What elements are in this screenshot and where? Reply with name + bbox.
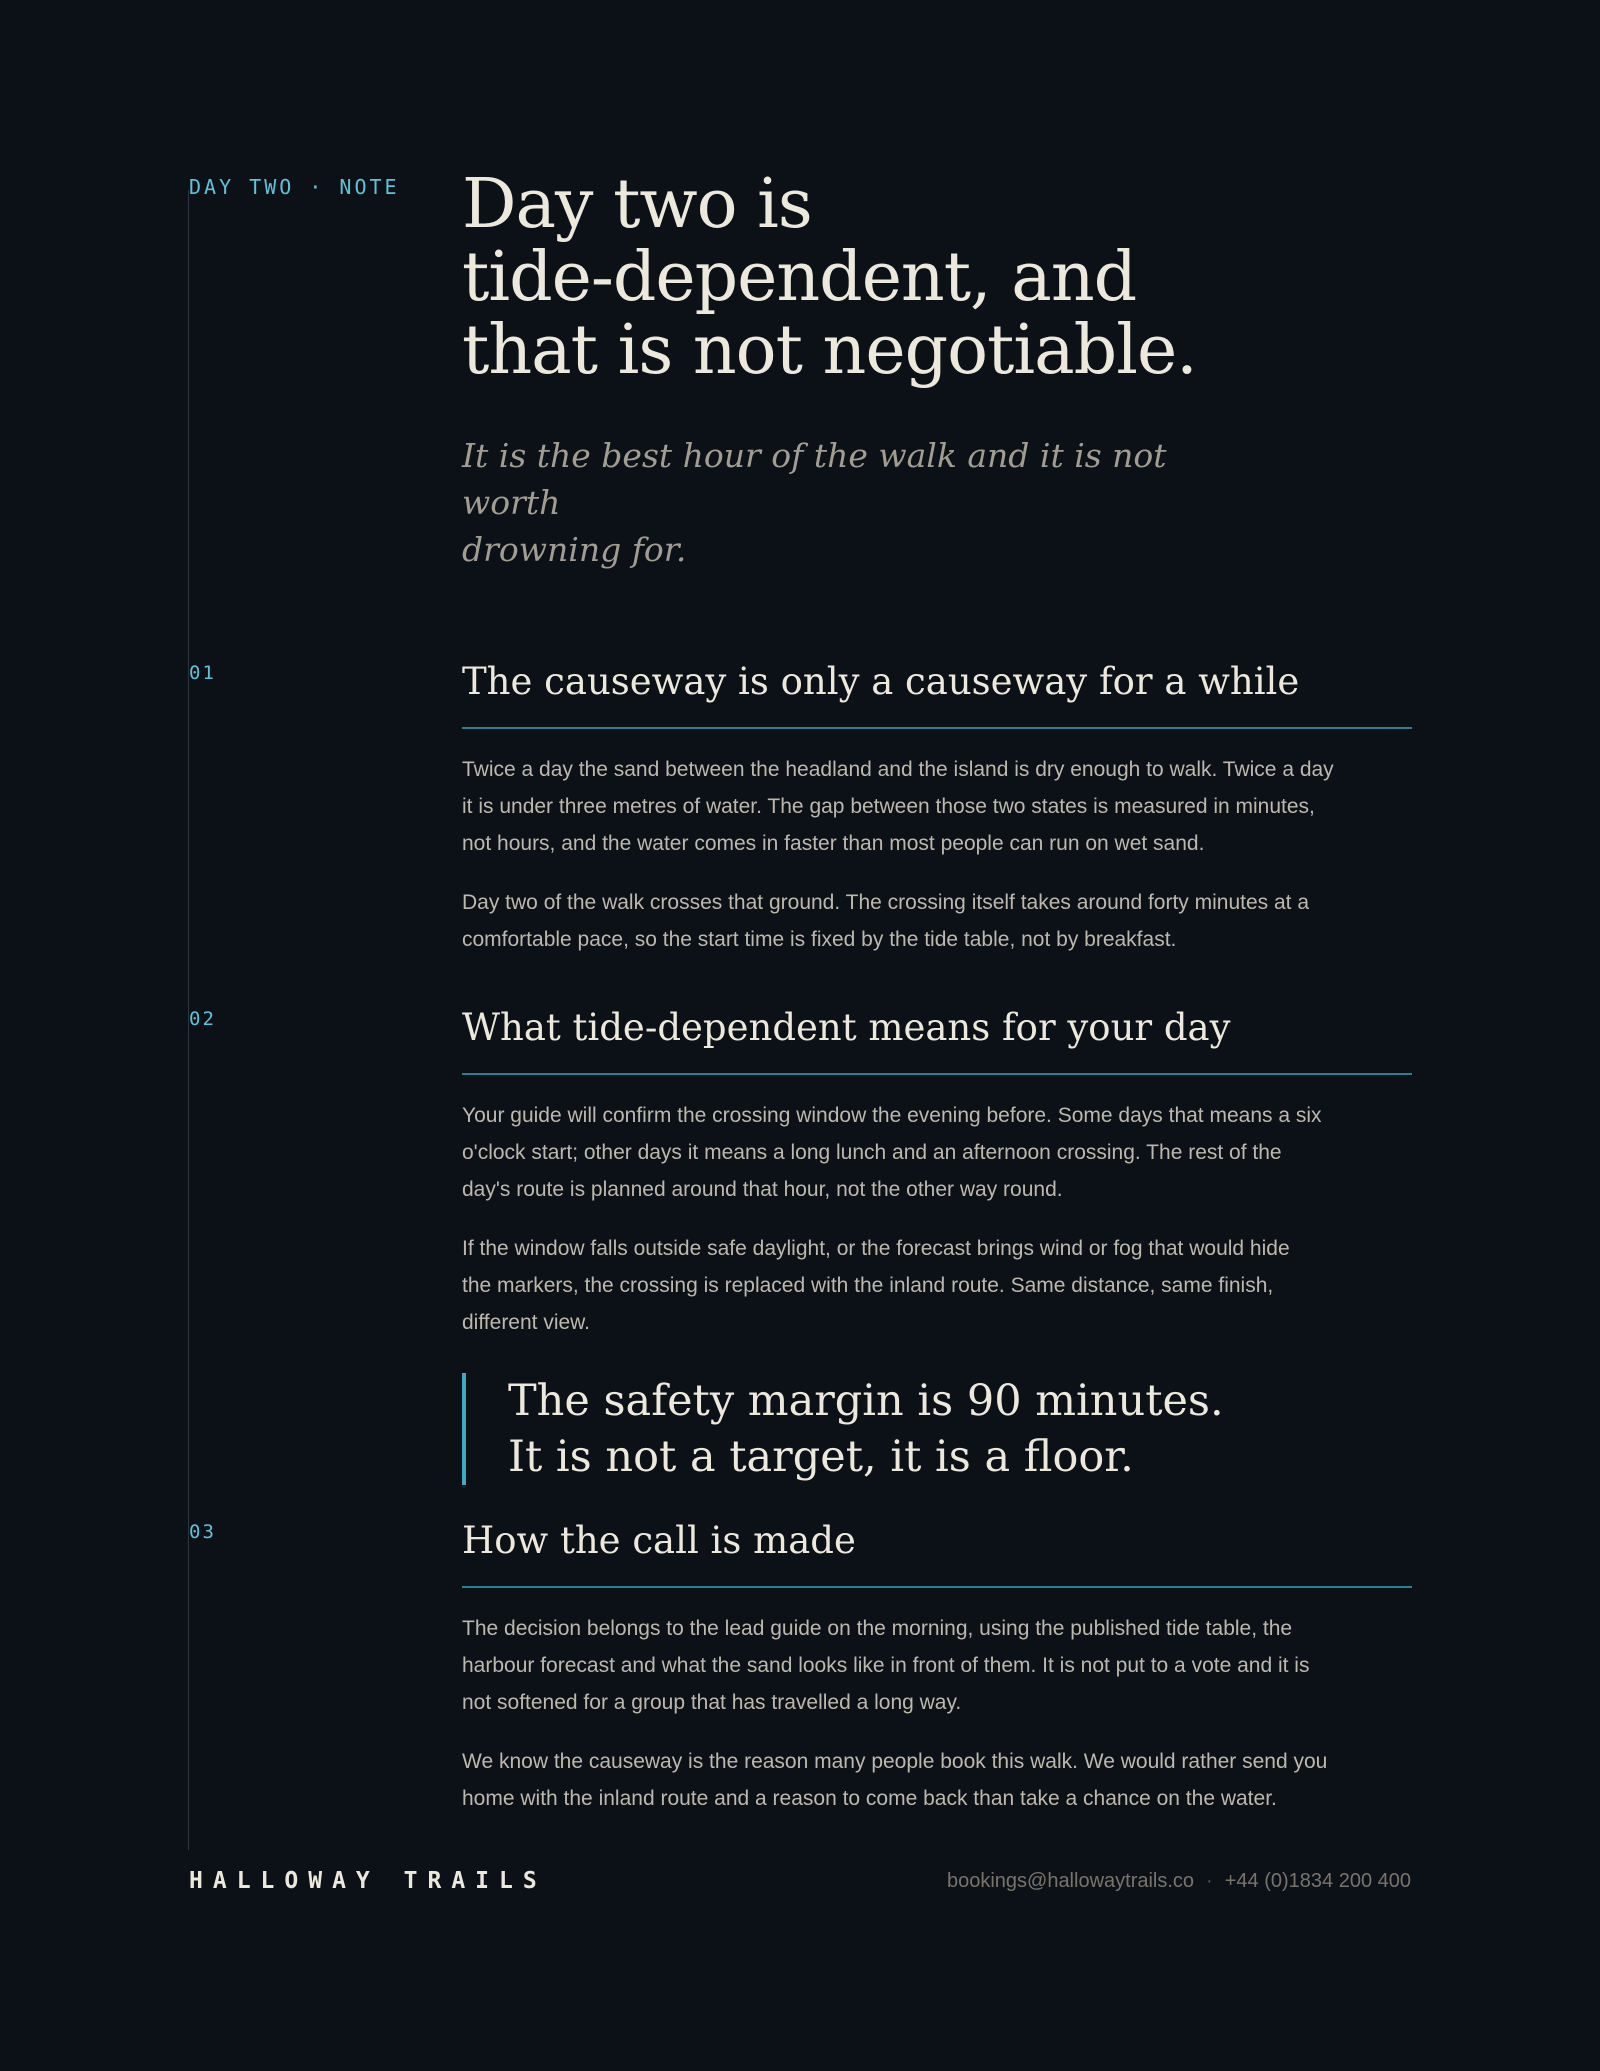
pull-quote-line: The safety margin is 90 minutes. bbox=[508, 1376, 1224, 1426]
body-paragraph bbox=[462, 884, 1412, 958]
standfirst bbox=[462, 432, 1252, 573]
paragraph-line: not hours, and the water comes in faster than most people can run on wet sand. bbox=[462, 832, 1205, 855]
section-divider bbox=[462, 1586, 1412, 1588]
paragraph-line: o'clock start; other days it means a long lunch and an afternoon crossing. The rest of the bbox=[462, 1141, 1282, 1164]
paragraph-line: harbour forecast and what the sand looks like in front of them. It is not put to a vote and it is bbox=[462, 1654, 1310, 1677]
paragraph-line: If the window falls outside safe daylight, or the forecast brings wind or fog that would hide bbox=[462, 1237, 1290, 1260]
paragraph-line: Twice a day the sand between the headland and the island is dry enough to walk. Twice a day bbox=[462, 758, 1334, 781]
section-number: 03 bbox=[189, 1521, 216, 1543]
eyebrow-label: DAY TWO · NOTE bbox=[189, 175, 400, 199]
paragraph-line: We know the causeway is the reason many people book this walk. We would rather send you bbox=[462, 1750, 1328, 1773]
section-number: 02 bbox=[189, 1008, 216, 1030]
paragraph-line: comfortable pace, so the start time is fixed by the tide table, not by breakfast. bbox=[462, 928, 1177, 951]
headline-line: Day two is bbox=[462, 165, 812, 244]
paragraph-line: Day two of the walk crosses that ground. The crossing itself takes around forty minutes at a bbox=[462, 891, 1310, 914]
body-paragraph bbox=[462, 751, 1412, 862]
body-paragraph bbox=[462, 1610, 1412, 1721]
brand-wordmark: HALLOWAY TRAILS bbox=[189, 1868, 547, 1894]
standfirst-line: It is the best hour of the walk and it is not worth bbox=[462, 436, 1167, 522]
contact-separator: · bbox=[1206, 1870, 1213, 1892]
section-title: What tide-dependent means for your day bbox=[462, 1006, 1231, 1049]
section-number: 01 bbox=[189, 662, 216, 684]
paragraph-line: not softened for a group that has travelled a long way. bbox=[462, 1691, 962, 1714]
headline-line: that is not negotiable. bbox=[462, 311, 1197, 390]
phone-link[interactable]: +44 (0)1834 200 400 bbox=[1224, 1870, 1411, 1892]
section-title: How the call is made bbox=[462, 1519, 856, 1562]
paragraph-line: the markers, the crossing is replaced with the inland route. Same distance, same finish, bbox=[462, 1274, 1274, 1297]
paragraph-line: day's route is planned around that hour, not the other way round. bbox=[462, 1178, 1063, 1201]
headline-line: tide-dependent, and bbox=[462, 238, 1137, 317]
body-paragraph bbox=[462, 1097, 1412, 1208]
section-title: The causeway is only a causeway for a while bbox=[462, 660, 1300, 703]
section-divider bbox=[462, 727, 1412, 729]
section-divider bbox=[462, 1073, 1412, 1075]
paragraph-line: it is under three metres of water. The gap between those two states is measured in minutes, bbox=[462, 795, 1315, 818]
page-headline bbox=[462, 165, 1222, 390]
pull-quote-line: It is not a target, it is a floor. bbox=[508, 1432, 1134, 1482]
body-paragraph bbox=[462, 1230, 1412, 1341]
paragraph-line: home with the inland route and a reason to come back than take a chance on the water. bbox=[462, 1787, 1277, 1810]
body-paragraph bbox=[462, 1743, 1412, 1817]
standfirst-line: drowning for. bbox=[462, 530, 687, 569]
contact-details bbox=[947, 1870, 1411, 1893]
pull-quote bbox=[462, 1373, 1382, 1485]
paragraph-line: Your guide will confirm the crossing window the evening before. Some days that means a six bbox=[462, 1104, 1322, 1127]
paragraph-line: different view. bbox=[462, 1311, 591, 1334]
email-link[interactable]: bookings@hallowaytrails.co bbox=[946, 1870, 1195, 1892]
paragraph-line: The decision belongs to the lead guide on the morning, using the published tide table, the bbox=[462, 1617, 1293, 1640]
